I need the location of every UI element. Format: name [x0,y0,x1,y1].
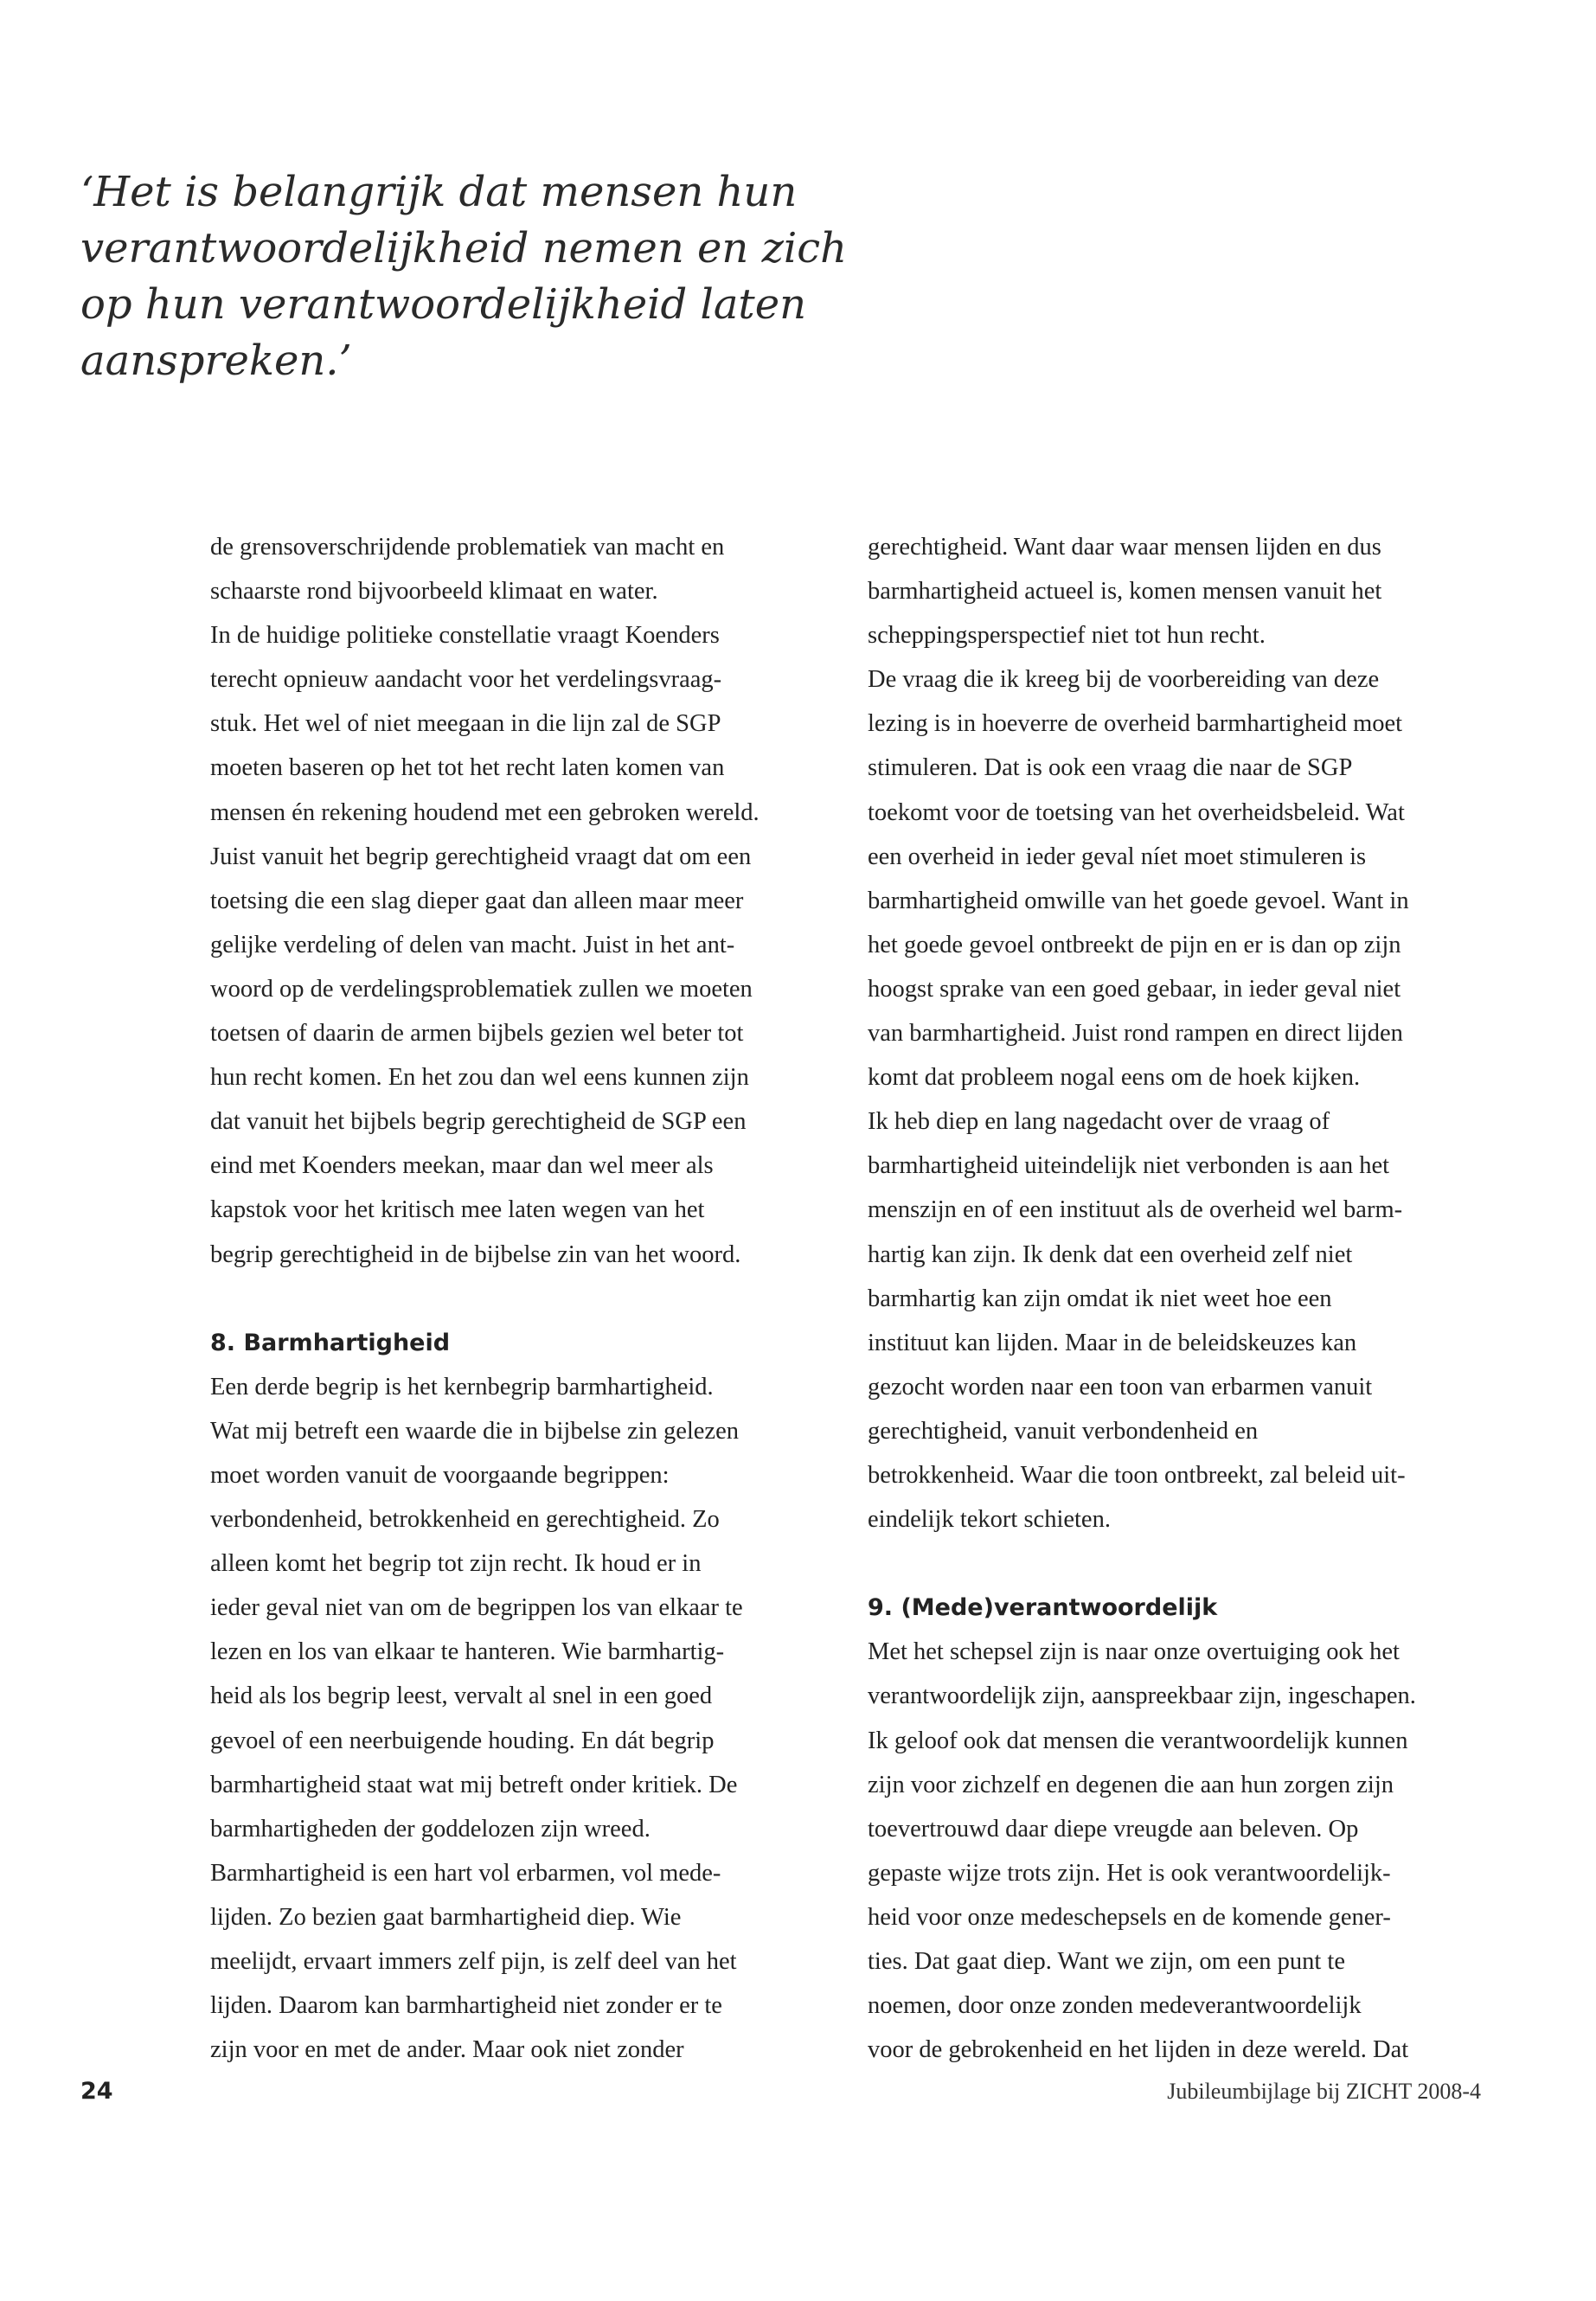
text-line: alleen komt het begrip tot zijn recht. Ik houd er in [210,1550,702,1578]
text-line: stimuleren. Dat is ook een vraag die naar de SGP [868,754,1353,782]
text-line: verbondenheid, betrokkenheid en gerechtigheid. Zo [210,1506,720,1534]
text-line: Barmhartigheid is een hart vol erbarmen, vol mede- [210,1859,721,1887]
text-line: Een derde begrip is het kernbegrip barmhartigheid. [210,1373,714,1400]
text-line: instituut kan lijden. Maar in de beleidskeuzes kan [868,1329,1357,1356]
text-line: meelijdt, ervaart immers zelf pijn, is zelf deel van het [210,1948,737,1975]
text-line: Wat mij betreft een waarde die in bijbelse zin gelezen [210,1417,739,1445]
text-line: menszijn en of een instituut als de overheid wel barm- [868,1196,1403,1224]
text-line: betrokkenheid. Waar die toon ontbreekt, zal beleid uit- [868,1461,1406,1489]
text-line: gelijke verdeling of delen van macht. Juist in het ant- [210,931,735,958]
text-line: zijn voor zichzelf en degenen die aan hun zorgen zijn [868,1771,1394,1798]
text-line: barmhartigheid omwille van het goede gevoel. Want in [868,887,1409,914]
text-line: heid voor onze medeschepsels en de komende gener- [868,1903,1391,1931]
text-line: zijn voor en met de ander. Maar ook niet zonder [210,2036,684,2064]
text-line: eindelijk tekort schieten. [868,1506,1111,1534]
text-line: toevertrouwd daar diepe vreugde aan beleven. Op [868,1815,1359,1843]
text-line: moeten baseren op het tot het recht laten komen van [210,754,725,782]
text-line: woord op de verdelingsproblematiek zullen we moeten [210,975,753,1003]
paragraph-gap [210,1277,833,1321]
left-column [210,525,833,2072]
text-line: hartig kan zijn. Ik denk dat een overheid zelf niet [868,1240,1353,1268]
text-line: schaarste rond bijvoorbeeld klimaat en water. [210,578,658,606]
text-line: hoogst sprake van een goed gebaar, in ieder geval niet [868,975,1401,1003]
text-line: komt dat probleem nogal eens om de hoek kijken. [868,1064,1361,1092]
text-line: een overheid in ieder geval níet moet stimuleren is [868,843,1367,870]
text-line: begrip gerechtigheid in de bijbelse zin van het woord. [210,1240,741,1268]
text-line: stuk. Het wel of niet meegaan in die lijn zal de SGP [210,710,721,738]
pull-quote-line: aanspreken.’ [80,336,352,385]
right-para-1 [868,525,1490,1541]
text-line: dat vanuit het bijbels begrip gerechtigheid de SGP een [210,1108,747,1136]
section-heading-medeverantwoordelijk: 9. (Mede)verantwoordelijk [868,1594,1218,1622]
left-para-2 [210,1365,833,2073]
text-line: scheppingsperspectief niet tot hun recht. [868,622,1266,650]
text-line: de grensoverschrijdende problematiek van macht en [210,534,725,561]
text-line: toetsing die een slag dieper gaat dan alleen maar meer [210,887,744,914]
text-line: gerechtigheid. Want daar waar mensen lijden en dus [868,534,1381,561]
text-line: ieder geval niet van om de begrippen los van elkaar te [210,1594,743,1622]
text-line: noemen, door onze zonden medeverantwoordelijk [868,1992,1362,2020]
text-line: De vraag die ik kreeg bij de voorbereiding van deze [868,666,1380,694]
text-line: lezen en los van elkaar te hanteren. Wie barmhartig- [210,1638,725,1666]
text-line: barmhartig kan zijn omdat ik niet weet hoe een [868,1285,1332,1312]
text-line: barmhartigheid staat wat mij betreft onder kritiek. De [210,1771,738,1798]
publication-footer: Jubileumbijlage bij ZICHT 2008-4 [1167,2079,1481,2104]
text-line: Juist vanuit het begrip gerechtigheid vraagt dat om een [210,843,752,870]
text-line: hun recht komen. En het zou dan wel eens kunnen zijn [210,1064,749,1092]
text-line: kapstok voor het kritisch mee laten wegen van het [210,1196,705,1224]
text-line: gerechtigheid, vanuit verbondenheid en [868,1417,1259,1445]
text-line: gepaste wijze trots zijn. Het is ook verantwoordelijk- [868,1859,1391,1887]
pull-quote-line: ‘Het is belangrijk dat mensen hun [80,168,798,216]
text-line: barmhartigheid actueel is, komen mensen vanuit het [868,578,1382,606]
text-line: voor de gebrokenheid en het lijden in deze wereld. Dat [868,2036,1409,2064]
page-number: 24 [80,2078,113,2105]
text-line: eind met Koenders meekan, maar dan wel meer als [210,1152,714,1180]
pull-quote-line: verantwoordelijkheid nemen en zich [80,224,848,272]
text-line: Ik geloof ook dat mensen die verantwoordelijk kunnen [868,1727,1408,1754]
left-para-1 [210,525,833,1277]
text-line: barmhartigheid uiteindelijk niet verbonden is aan het [868,1152,1390,1180]
text-line: verantwoordelijk zijn, aanspreekbaar zijn, ingeschapen. [868,1682,1416,1710]
text-line: In de huidige politieke constellatie vraagt Koenders [210,622,720,650]
paragraph-gap [868,1541,1490,1586]
text-line: het goede gevoel ontbreekt de pijn en er is dan op zijn [868,931,1401,958]
text-line: lijden. Zo bezien gaat barmhartigheid diep. Wie [210,1903,682,1931]
text-line: moet worden vanuit de voorgaande begrippen: [210,1461,670,1489]
text-line: toetsen of daarin de armen bijbels gezien wel beter tot [210,1020,744,1048]
text-line: Met het schepsel zijn is naar onze overtuiging ook het [868,1638,1400,1666]
text-line: heid als los begrip leest, vervalt al snel in een goed [210,1682,713,1710]
text-line: van barmhartigheid. Juist rond rampen en direct lijden [868,1020,1403,1048]
right-column [868,525,1490,2072]
text-line: Ik heb diep en lang nagedacht over de vraag of [868,1108,1330,1136]
text-line: barmhartigheden der goddelozen zijn wreed. [210,1815,651,1843]
right-para-2 [868,1630,1490,2072]
text-line: terecht opnieuw aandacht voor het verdelingsvraag- [210,666,722,694]
pull-quote-line: op hun verantwoordelijkheid laten [80,280,807,329]
text-line: gevoel of een neerbuigende houding. En dát begrip [210,1727,715,1754]
text-line: ties. Dat gaat diep. Want we zijn, om een punt te [868,1948,1345,1975]
text-line: gezocht worden naar een toon van erbarmen vanuit [868,1373,1373,1400]
text-line: lijden. Daarom kan barmhartigheid niet zonder er te [210,1992,722,2020]
text-line: lezing is in hoeverre de overheid barmhartigheid moet [868,710,1403,738]
text-line: toekomt voor de toetsing van het overheidsbeleid. Wat [868,798,1405,826]
text-line: mensen én rekening houdend met een gebroken wereld. [210,798,760,826]
pull-quote [80,164,848,389]
section-heading-barmhartigheid: 8. Barmhartigheid [210,1329,451,1356]
